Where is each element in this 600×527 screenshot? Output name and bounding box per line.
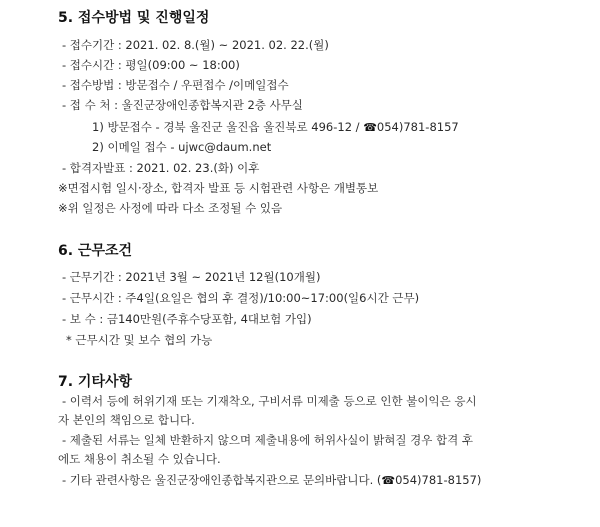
work-period: - 근무기간 : 2021년 3월 ~ 2021년 12월(10개월)	[62, 270, 321, 284]
visit-application-text: 1) 방문접수 - 경북 울진군 울진읍 울진북로 496-12 /	[92, 120, 360, 134]
misc-item-3-text: - 기타 관련사항은 울진군장애인종합복지관으로 문의바랍니다. (	[62, 473, 382, 487]
misc-item-2-line-2: 에도 채용이 취소될 수 있습니다.	[58, 452, 221, 466]
notice-interview: ※면접시험 일시·장소, 합격자 발표 등 시험관련 사항은 개별통보	[58, 181, 379, 195]
misc-item-1-line-2: 자 본인의 책임으로 합니다.	[58, 413, 195, 427]
work-conditions-note: * 근무시간 및 보수 협의 가능	[66, 333, 213, 347]
misc-item-2-line-1: - 제출된 서류는 일체 반환하지 않으며 제출내용에 허위사실이 밝혀질 경우 합격 후	[62, 433, 473, 447]
application-place: - 접 수 처 : 울진군장애인종합복지관 2층 사무실	[62, 98, 303, 112]
application-period: - 접수기간 : 2021. 02. 8.(월) ~ 2021. 02. 22.(월)	[62, 38, 329, 52]
result-announcement: - 합격자발표 : 2021. 02. 23.(화) 이후	[62, 161, 260, 175]
application-time: - 접수시간 : 평일(09:00 ~ 18:00)	[62, 58, 240, 72]
phone-icon: ☎	[363, 121, 377, 134]
misc-item-1-line-1: - 이력서 등에 허위기재 또는 기재착오, 구비서류 미제출 등으로 인한 불이익은 응시	[62, 394, 477, 408]
section-6-heading: 6. 근무조건	[58, 243, 133, 259]
notice-schedule: ※위 일정은 사정에 따라 다소 조정될 수 있음	[58, 201, 283, 215]
misc-item-3	[62, 472, 481, 489]
phone-icon: ☎	[381, 474, 396, 487]
section-7-heading: 7. 기타사항	[58, 374, 133, 390]
email-application: 2) 이메일 접수 - ujwc@daum.net	[92, 140, 272, 154]
section-5-heading: 5. 접수방법 및 진행일정	[58, 10, 210, 26]
application-method: - 접수방법 : 방문접수 / 우편접수 /이메일접수	[62, 78, 289, 92]
salary: - 보 수 : 금140만원(주휴수당포함, 4대보험 가입)	[62, 312, 312, 326]
visit-phone-number: 054)781-8157	[376, 120, 459, 134]
contact-phone-number: 054)781-8157)	[395, 473, 482, 487]
work-hours: - 근무시간 : 주4일(요일은 협의 후 결정)/10:00~17:00(일6시간 근무)	[62, 291, 420, 305]
visit-application	[92, 119, 459, 136]
